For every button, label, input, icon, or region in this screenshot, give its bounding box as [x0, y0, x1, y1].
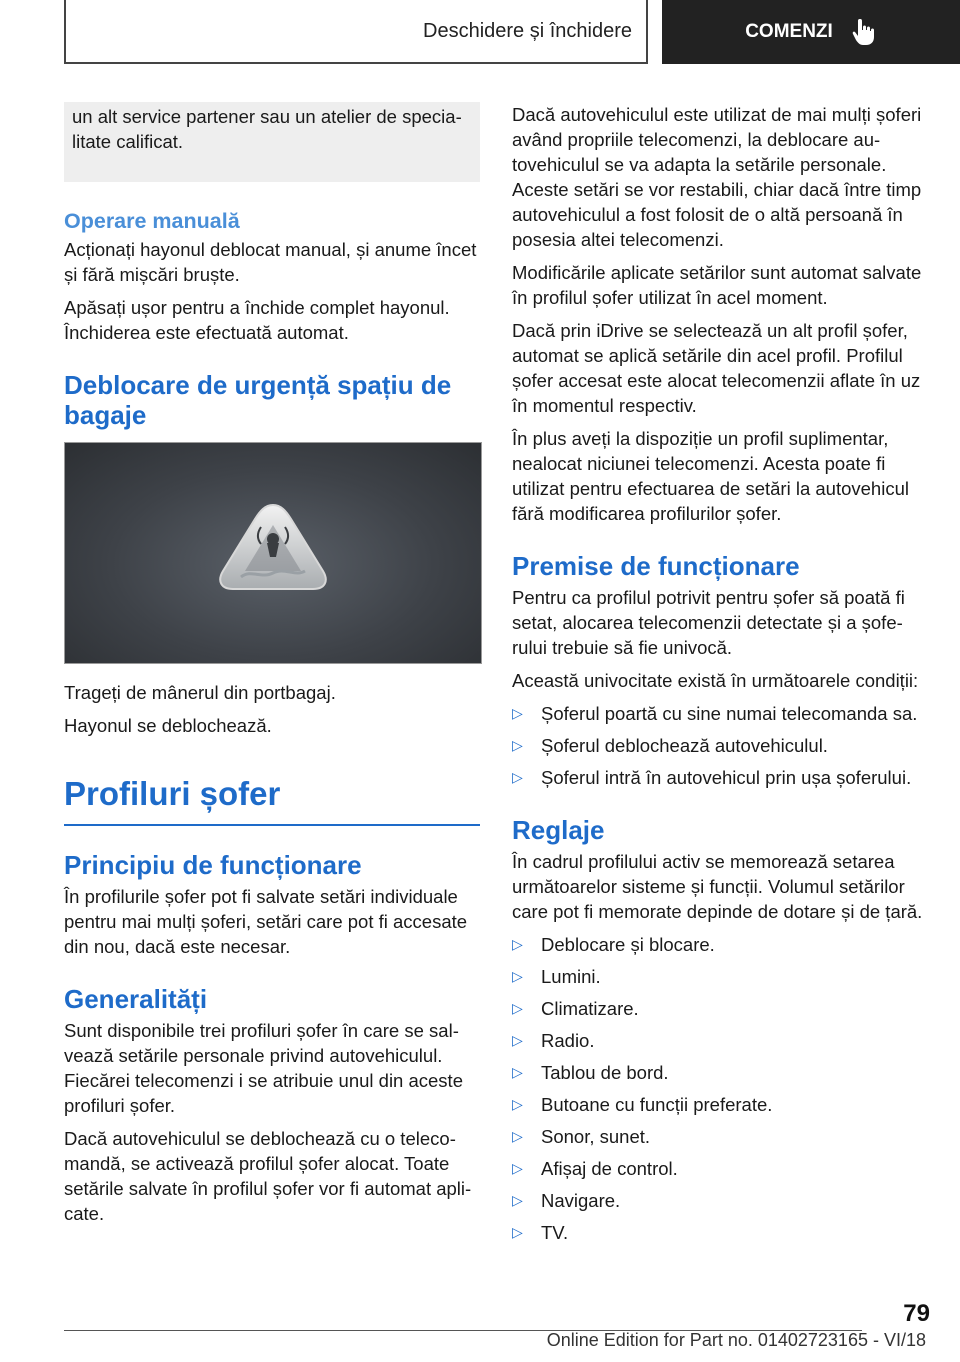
left-column: [64, 102, 480, 1234]
paragraph: Sunt disponibile trei profiluri șofer în care se salvează setările personale privind autovehiculul. Fiecărei telecomenzi i se atribuie unul din aceste profiluri șofer.: [64, 1020, 463, 1116]
paragraph: Apăsați ușor pentru a închide complet hayonul. Închiderea este efectuată automat.: [64, 297, 450, 343]
list-item: ▷ Butoane cu funcții preferate.: [512, 1092, 930, 1117]
heading-operating-principle: Principiu de funcționare: [64, 850, 362, 880]
chapter-title: COMENZI: [745, 21, 833, 42]
list-item: ▷ Afișaj de control.: [512, 1156, 930, 1181]
list-item: ▷ TV.: [512, 1220, 930, 1245]
paragraph: Această univocitate există în următoarele condiții:: [512, 670, 919, 691]
page-number: 79: [903, 1300, 930, 1327]
note-text: un alt service partener sau un atelier de specialitate calificat.: [72, 106, 462, 152]
paragraph: Modificările aplicate setărilor sunt automat salvate în profilul șofer utilizat în acel moment.: [512, 262, 922, 308]
list-item: ▷ Lumini.: [512, 964, 930, 989]
paragraph: În profilurile șofer pot fi salvate setări individuale pentru mai mulți șoferi, setări care pot fi accesate din nou, dacă este necesar.: [64, 886, 468, 957]
paragraph: Dacă autovehiculul se deblochează cu o telecomandă, se activează profilul șofer alocat. Toate setările salvate în profilul șofer vor fi automat aplicate.: [64, 1128, 472, 1224]
page-header: [64, 0, 960, 64]
heading-manual-operation: Operare manuală: [64, 209, 240, 233]
emergency-release-photo: [64, 442, 482, 664]
list-item: ▷ Șoferul poartă cu sine numai telecomanda sa.: [512, 701, 930, 726]
note-box: [64, 102, 480, 182]
conditions-list: [512, 701, 930, 790]
list-item: ▷ Deblocare și blocare.: [512, 932, 930, 957]
heading-prerequisites: Premise de funcționare: [512, 551, 800, 581]
settings-list: [512, 932, 930, 1245]
footer-edition: Online Edition for Part no. 01402723165 - VI/18: [546, 1330, 926, 1350]
list-item: ▷ Șoferul deblochează autovehiculul.: [512, 733, 930, 758]
paragraph: Dacă prin iDrive se selectează un alt profil șofer, automat se aplică setările din acel profil. Profilul șofer accesat este alocat telecomenzii aflate în uz în momentul respectiv.: [512, 320, 921, 416]
heading-settings: Reglaje: [512, 815, 605, 845]
right-column: [512, 102, 930, 1253]
list-item: ▷ Navigare.: [512, 1188, 930, 1213]
paragraph: Acționați hayonul deblocat manual, și anume încet și fără mișcări bruște.: [64, 239, 477, 285]
list-item: ▷ Radio.: [512, 1028, 930, 1053]
chapter-tab: [662, 0, 960, 64]
heading-driver-profiles: Profiluri șofer: [64, 774, 480, 826]
list-item: ▷ Tablou de bord.: [512, 1060, 930, 1085]
paragraph: Hayonul se deblochează.: [64, 715, 272, 736]
heading-emergency-release: Deblocare de urgență spațiu de bagaje: [64, 370, 452, 430]
paragraph: Trageți de mânerul din portbagaj.: [64, 682, 336, 703]
paragraph: În cadrul profilului activ se memorează setarea următoarelor sisteme și funcții. Volumul setărilor care pot fi memorate depinde de dotare și de țară.: [512, 851, 923, 922]
section-title: Deschidere și închidere: [64, 0, 648, 64]
heading-general: Generalități: [64, 984, 208, 1014]
list-item: ▷ Climatizare.: [512, 996, 930, 1021]
paragraph: Pentru ca profilul potrivit pentru șofer să poată fi setat, alocarea telecomenzii detectate și a șoferului trebuie să fie univocă.: [512, 587, 905, 658]
list-item: ▷ Șoferul intră în autovehicul prin ușa șoferului.: [512, 765, 930, 790]
paragraph: Dacă autovehiculul este utilizat de mai mulți șoferi având propriile telecomenzi, la deblocare autovehiculul se va adapta la setările personale. Aceste setări se vor restabili, chiar dacă între timp autovehiculul a fost folosit de o altă persoană în posesia altei telecomenzi.: [512, 104, 922, 250]
hand-pointer-icon: [851, 17, 877, 47]
paragraph: În plus aveți la dispoziție un profil suplimentar, nealocat niciunei telecomenzi. Acesta poate fi utilizat pentru efectuarea de setări la autovehicul fără modificarea profilurilor șofer.: [512, 428, 909, 524]
list-item: ▷ Sonor, sunet.: [512, 1124, 930, 1149]
